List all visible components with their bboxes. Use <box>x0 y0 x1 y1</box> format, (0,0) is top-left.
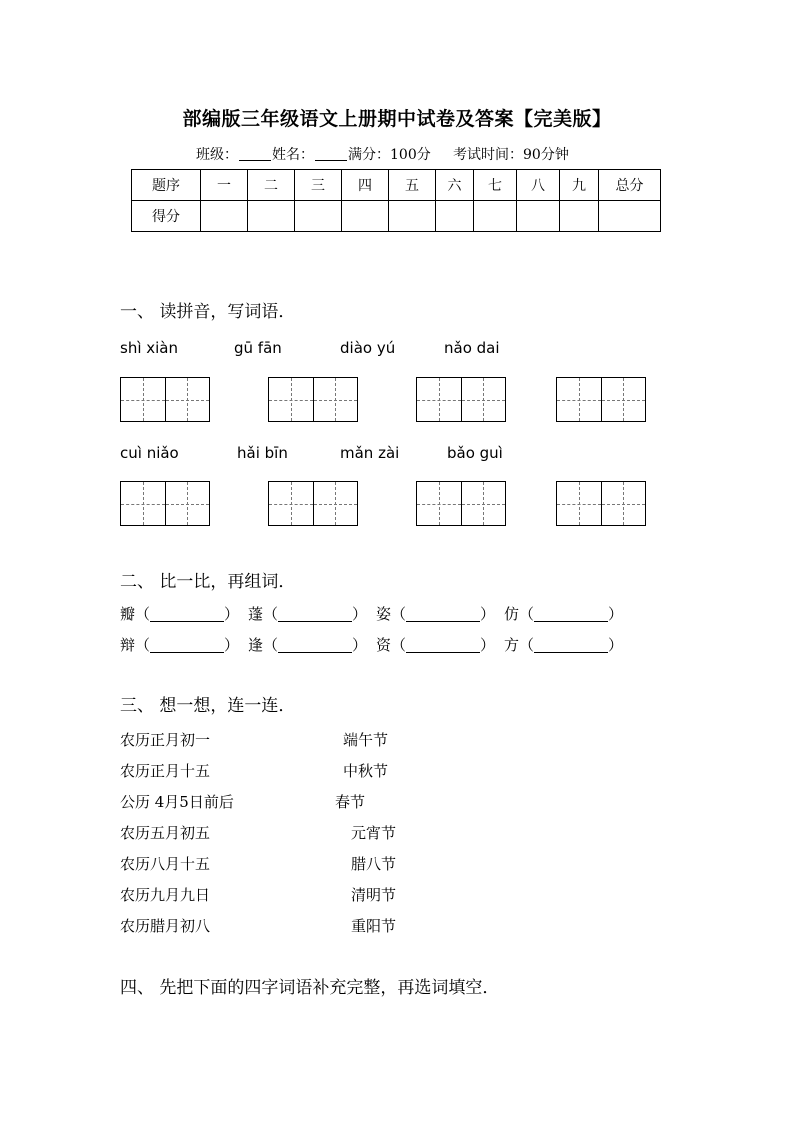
grid-cell[interactable] <box>269 482 314 525</box>
festival-item[interactable]: 清明节 <box>351 886 397 904</box>
score-cell[interactable] <box>295 201 342 232</box>
festival-item[interactable]: 腊八节 <box>351 855 397 873</box>
date-item[interactable]: 农历正月初一 <box>120 731 211 749</box>
answer-blank[interactable] <box>150 605 224 622</box>
score-header-cell: 一 <box>201 170 248 201</box>
festival-item[interactable]: 春节 <box>335 793 366 811</box>
score-header-cell: 六 <box>436 170 474 201</box>
score-row-label: 得分 <box>132 201 201 232</box>
grid-cell[interactable] <box>557 378 602 421</box>
open-paren: （ <box>263 636 279 654</box>
name-blank[interactable] <box>315 146 347 161</box>
score-cell[interactable] <box>560 201 599 232</box>
close-paren: ） <box>608 605 624 623</box>
score-cell[interactable] <box>436 201 474 232</box>
open-paren: （ <box>135 636 151 654</box>
close-paren: ） <box>352 636 368 654</box>
score-cell[interactable] <box>342 201 389 232</box>
class-label: 班级： <box>196 147 238 163</box>
exam-time: 考试时间：90分钟 <box>453 147 569 163</box>
grid-cell[interactable] <box>557 482 602 525</box>
compare-char: 蓬 <box>248 605 264 623</box>
open-paren: （ <box>519 605 535 623</box>
score-header-cell: 八 <box>517 170 560 201</box>
grid-cell[interactable] <box>269 378 314 421</box>
full-score: 满分：100分 <box>348 147 431 163</box>
compare-item <box>248 603 367 624</box>
compare-item <box>376 603 495 624</box>
compare-char: 瓣 <box>120 605 136 623</box>
festival-item[interactable]: 端午节 <box>343 731 389 749</box>
compare-item <box>376 634 495 655</box>
grid-cell[interactable] <box>166 482 210 525</box>
exam-info <box>196 144 569 164</box>
compare-char: 仿 <box>504 605 520 623</box>
score-cell[interactable] <box>248 201 295 232</box>
score-cell[interactable] <box>474 201 517 232</box>
compare-item <box>120 603 239 624</box>
score-header-cell: 七 <box>474 170 517 201</box>
compare-char: 姿 <box>376 605 392 623</box>
writing-grid[interactable] <box>268 481 358 526</box>
compare-item <box>504 603 623 624</box>
grid-cell[interactable] <box>121 378 166 421</box>
festival-item[interactable]: 中秋节 <box>343 762 389 780</box>
date-item[interactable]: 农历八月十五 <box>120 855 211 873</box>
close-paren: ） <box>480 636 496 654</box>
compare-char: 辩 <box>120 636 136 654</box>
answer-blank[interactable] <box>278 605 352 622</box>
open-paren: （ <box>519 636 535 654</box>
score-cell[interactable] <box>201 201 248 232</box>
class-blank[interactable] <box>239 146 271 161</box>
answer-blank[interactable] <box>406 605 480 622</box>
pinyin-label: gū fān <box>234 339 282 357</box>
answer-blank[interactable] <box>534 636 608 653</box>
answer-blank[interactable] <box>278 636 352 653</box>
pinyin-label: nǎo dai <box>444 339 500 357</box>
section2-title: 二、 比一比，再组词． <box>120 572 296 592</box>
score-header-cell: 总分 <box>599 170 661 201</box>
festival-item[interactable]: 重阳节 <box>351 917 397 935</box>
writing-grid[interactable] <box>416 377 506 422</box>
section1-title: 一、 读拼音，写词语． <box>120 302 296 322</box>
grid-cell[interactable] <box>121 482 166 525</box>
score-cell[interactable] <box>517 201 560 232</box>
score-cell[interactable] <box>389 201 436 232</box>
pinyin-label: mǎn zài <box>340 444 400 462</box>
close-paren: ） <box>224 636 240 654</box>
writing-grid[interactable] <box>556 481 646 526</box>
close-paren: ） <box>224 605 240 623</box>
pinyin-label: diào yú <box>340 339 396 357</box>
answer-blank[interactable] <box>534 605 608 622</box>
score-row <box>132 201 661 232</box>
grid-cell[interactable] <box>166 378 210 421</box>
close-paren: ） <box>480 605 496 623</box>
pinyin-label: shì xiàn <box>120 339 179 357</box>
answer-blank[interactable] <box>150 636 224 653</box>
date-item[interactable]: 公历 4月5日前后 <box>120 793 234 811</box>
compare-item <box>504 634 623 655</box>
open-paren: （ <box>135 605 151 623</box>
grid-cell[interactable] <box>602 482 646 525</box>
pinyin-label: bǎo guì <box>447 444 503 462</box>
score-header-cell: 四 <box>342 170 389 201</box>
grid-cell[interactable] <box>314 378 358 421</box>
compare-char: 逢 <box>248 636 264 654</box>
grid-cell[interactable] <box>462 482 506 525</box>
grid-cell[interactable] <box>417 482 462 525</box>
score-cell[interactable] <box>599 201 661 232</box>
grid-cell[interactable] <box>417 378 462 421</box>
answer-blank[interactable] <box>406 636 480 653</box>
name-label: 姓名： <box>272 147 314 163</box>
close-paren: ） <box>352 605 368 623</box>
festival-item[interactable]: 元宵节 <box>351 824 397 842</box>
writing-grid[interactable] <box>556 377 646 422</box>
grid-cell[interactable] <box>314 482 358 525</box>
date-item[interactable]: 农历五月初五 <box>120 824 211 842</box>
score-table <box>131 169 661 232</box>
grid-cell[interactable] <box>462 378 506 421</box>
compare-char: 资 <box>376 636 392 654</box>
pinyin-label: hǎi bīn <box>237 444 288 462</box>
section4-title: 四、 先把下面的四字词语补充完整，再选词填空． <box>120 978 500 998</box>
pinyin-label: cuì niǎo <box>120 444 179 462</box>
compare-char: 方 <box>504 636 520 654</box>
compare-item <box>120 634 239 655</box>
score-header-cell: 三 <box>295 170 342 201</box>
page-title: 部编版三年级语文上册期中试卷及答案【完美版】 <box>182 108 612 130</box>
close-paren: ） <box>608 636 624 654</box>
score-header-cell: 九 <box>560 170 599 201</box>
writing-grid[interactable] <box>120 377 210 422</box>
score-header-cell: 五 <box>389 170 436 201</box>
grid-cell[interactable] <box>602 378 646 421</box>
date-item[interactable]: 农历腊月初八 <box>120 917 211 935</box>
score-header-cell: 二 <box>248 170 295 201</box>
date-item[interactable]: 农历九月九日 <box>120 886 211 904</box>
score-header-row <box>132 170 661 201</box>
writing-grid[interactable] <box>120 481 210 526</box>
open-paren: （ <box>391 605 407 623</box>
open-paren: （ <box>391 636 407 654</box>
open-paren: （ <box>263 605 279 623</box>
writing-grid[interactable] <box>268 377 358 422</box>
score-header-cell: 题序 <box>132 170 201 201</box>
section3-title: 三、 想一想，连一连． <box>120 696 296 716</box>
compare-item <box>248 634 367 655</box>
date-item[interactable]: 农历正月十五 <box>120 762 211 780</box>
writing-grid[interactable] <box>416 481 506 526</box>
